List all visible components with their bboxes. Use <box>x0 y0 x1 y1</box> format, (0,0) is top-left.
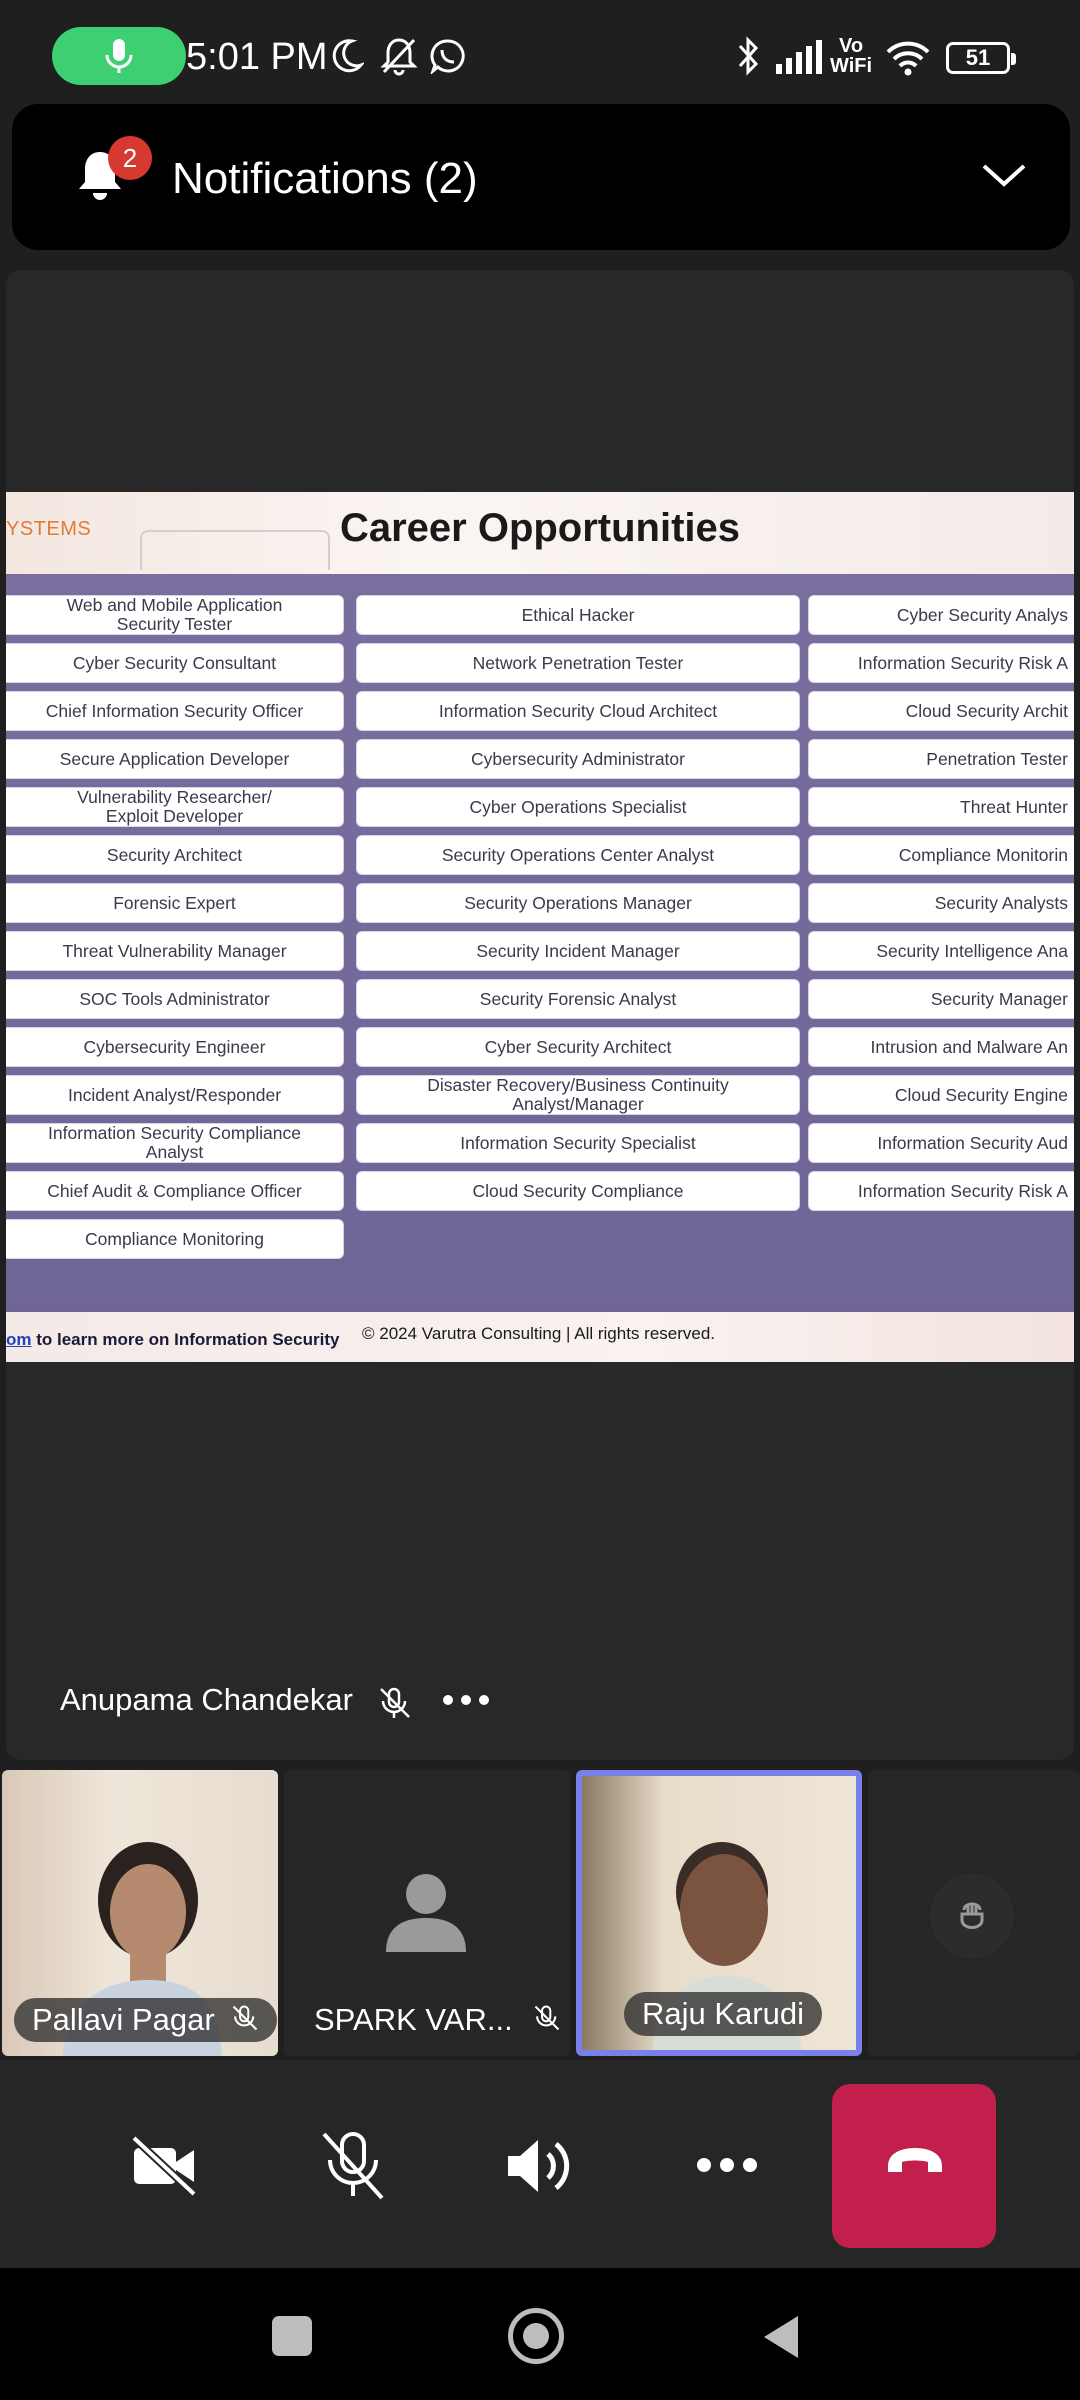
footer-link-suffix: to learn more on Information Security <box>31 1330 340 1349</box>
raise-hand-button[interactable] <box>930 1874 1014 1958</box>
participant-tile-1[interactable] <box>2 1770 278 2056</box>
call-controls-bar <box>0 2060 1080 2268</box>
participant-tile-2[interactable] <box>284 1770 570 2056</box>
slide-logo-text: YSTEMS <box>6 518 92 540</box>
career-role-cell: Information Security Aud <box>808 1123 1074 1163</box>
footer-link-text <box>6 1330 339 1350</box>
career-role-cell: Information Security Risk A <box>808 643 1074 683</box>
career-role-cell: Cybersecurity Engineer <box>6 1027 344 1067</box>
career-role-cell: SOC Tools Administrator <box>6 979 344 1019</box>
status-bar <box>0 0 1080 110</box>
career-role-cell: Security Manager <box>808 979 1074 1019</box>
system-navigation-bar <box>0 2268 1080 2400</box>
presenter-more-options-icon[interactable] <box>442 1692 490 1708</box>
career-role-cell: Cloud Security Compliance <box>356 1171 800 1211</box>
mic-off-icon <box>533 2003 561 2033</box>
career-role-cell: Threat Hunter <box>808 787 1074 827</box>
career-role-cell: Security Architect <box>6 835 344 875</box>
career-role-cell: Cyber Security Analys <box>808 595 1074 635</box>
career-role-cell: Compliance Monitoring <box>6 1219 344 1259</box>
avatar-placeholder-icon <box>374 1872 478 1952</box>
career-role-cell: Security Analysts <box>808 883 1074 923</box>
career-role-cell: Chief Information Security Officer <box>6 691 344 731</box>
more-icon[interactable] <box>696 2156 758 2174</box>
shared-slide <box>6 492 1074 1362</box>
do-not-disturb-moon-icon <box>330 38 364 74</box>
microphone-icon <box>104 39 134 73</box>
hang-up-button[interactable] <box>832 2084 996 2248</box>
career-role-cell: Secure Application Developer <box>6 739 344 779</box>
mic-off-icon <box>231 2003 259 2033</box>
notifications-banner[interactable] <box>12 104 1070 250</box>
participant-name-label <box>624 1992 822 2036</box>
notification-count-badge: 2 <box>108 136 152 180</box>
career-role-cell: Cyber Security Architect <box>356 1027 800 1067</box>
career-role-cell: Penetration Tester <box>808 739 1074 779</box>
presenter-name: Anupama Chandekar <box>60 1682 353 1717</box>
participant-name: SPARK VAR... <box>314 2002 513 2037</box>
career-role-cell: Security Incident Manager <box>356 931 800 971</box>
career-role-cell: Security Forensic Analyst <box>356 979 800 1019</box>
notifications-muted-icon <box>380 36 418 76</box>
shared-screen-stage[interactable] <box>6 270 1074 1760</box>
recent-apps-button[interactable] <box>272 2316 312 2356</box>
career-role-cell: Web and Mobile Application Security Tester <box>6 595 344 635</box>
chevron-down-icon[interactable] <box>980 160 1028 190</box>
participant-tile-3-active-speaker[interactable] <box>576 1770 862 2056</box>
career-role-cell: Incident Analyst/Responder <box>6 1075 344 1115</box>
mic-in-use-indicator[interactable] <box>52 27 186 85</box>
career-role-cell: Compliance Monitorin <box>808 835 1074 875</box>
status-time: 5:01 PM <box>186 36 328 78</box>
participant-tile-4[interactable] <box>868 1770 1080 2056</box>
footer-link[interactable]: om <box>6 1330 32 1349</box>
hang-up-icon <box>884 2144 946 2176</box>
footer-copyright: © 2024 Varutra Consulting | All rights reserved. <box>362 1324 716 1343</box>
camera-off-icon[interactable] <box>130 2134 200 2198</box>
vowifi-line2: WiFi <box>830 55 873 77</box>
signal-strength-icon <box>776 40 824 74</box>
career-role-cell: Disaster Recovery/Business Continuity Analyst/Manager <box>356 1075 800 1115</box>
participant-video <box>582 1776 856 2050</box>
mic-off-icon[interactable] <box>318 2128 388 2202</box>
career-role-cell: Cloud Security Engine <box>808 1075 1074 1115</box>
career-role-cell: Forensic Expert <box>6 883 344 923</box>
wifi-icon <box>884 38 932 76</box>
bluetooth-icon <box>736 36 760 76</box>
career-role-cell: Cyber Operations Specialist <box>356 787 800 827</box>
raise-hand-icon <box>956 1896 988 1936</box>
speaker-icon[interactable] <box>504 2134 574 2198</box>
participant-name-label <box>296 1998 570 2042</box>
participant-name: Raju Karudi <box>642 1996 804 2031</box>
battery-indicator: 51 <box>946 42 1010 74</box>
career-role-cell: Security Intelligence Ana <box>808 931 1074 971</box>
participant-name-label <box>14 1998 277 2042</box>
career-role-cell: Chief Audit & Compliance Officer <box>6 1171 344 1211</box>
presenter-mic-off-icon <box>378 1686 412 1720</box>
back-button[interactable] <box>758 2312 802 2362</box>
career-role-cell: Vulnerability Researcher/ Exploit Developer <box>6 787 344 827</box>
slide-header <box>6 492 1074 574</box>
career-role-cell: Cyber Security Consultant <box>6 643 344 683</box>
career-role-cell: Network Penetration Tester <box>356 643 800 683</box>
whatsapp-icon <box>430 38 466 74</box>
career-role-cell: Security Operations Manager <box>356 883 800 923</box>
home-button[interactable] <box>508 2308 564 2364</box>
career-role-cell: Information Security Specialist <box>356 1123 800 1163</box>
participant-name: Pallavi Pagar <box>32 2002 215 2037</box>
vowifi-indicator <box>830 36 872 76</box>
career-role-cell: Intrusion and Malware An <box>808 1027 1074 1067</box>
slide-title: Career Opportunities <box>339 506 741 550</box>
slide-footer <box>6 1312 1074 1362</box>
career-role-cell: Information Security Cloud Architect <box>356 691 800 731</box>
vowifi-line1: Vo <box>838 35 864 57</box>
notifications-title: Notifications (2) <box>172 154 478 203</box>
career-role-cell: Cloud Security Archit <box>808 691 1074 731</box>
career-role-cell: Threat Vulnerability Manager <box>6 931 344 971</box>
career-role-cell: Security Operations Center Analyst <box>356 835 800 875</box>
career-role-cell: Information Security Compliance Analyst <box>6 1123 344 1163</box>
career-role-cell: Cybersecurity Administrator <box>356 739 800 779</box>
career-role-cell: Ethical Hacker <box>356 595 800 635</box>
career-role-cell: Information Security Risk A <box>808 1171 1074 1211</box>
